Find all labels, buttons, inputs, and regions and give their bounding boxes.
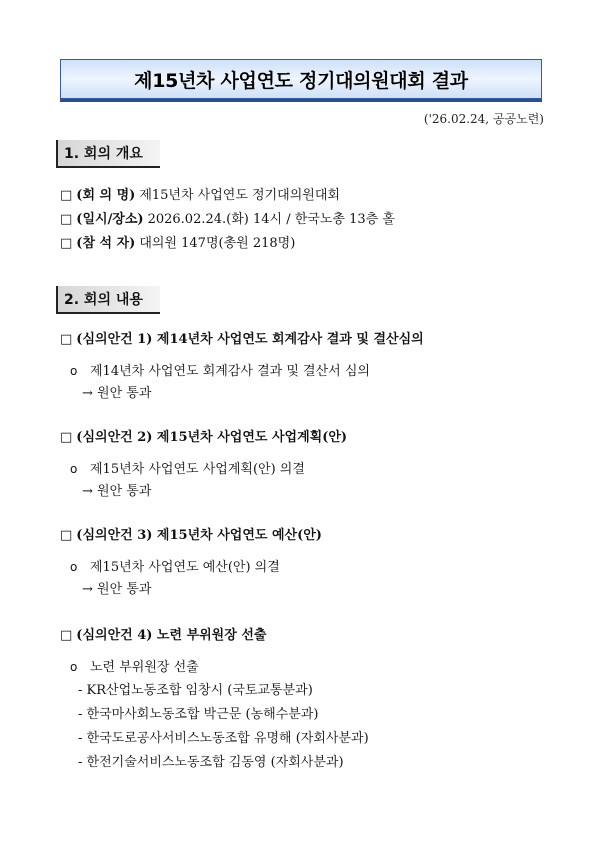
- overview-row-meeting-name: [60, 184, 395, 208]
- bullet-icon: o: [70, 560, 78, 574]
- overview-list: [60, 184, 395, 256]
- section-header-overview: [56, 140, 160, 168]
- agenda-detail: [70, 656, 369, 679]
- agenda-item-3: [60, 526, 322, 601]
- agenda-title: [60, 626, 369, 646]
- overview-value: 2026.02.24.(화) 14시 / 한국노총 13층 홀: [147, 212, 395, 227]
- overview-row-datetime-place: [60, 208, 395, 232]
- overview-value: 대의원 147명(총원 218명): [139, 236, 296, 251]
- agenda-item-2: [60, 428, 347, 503]
- overview-label: (일시/장소): [76, 212, 144, 227]
- agenda-detail-text: 노련 부위원장 선출: [90, 660, 199, 675]
- checkbox-icon: □: [60, 332, 73, 347]
- section-header-label: 2. 회의 내용: [64, 292, 143, 308]
- checkbox-icon: □: [60, 212, 73, 227]
- bullet-icon: o: [70, 462, 78, 476]
- overview-label: (회 의 명): [76, 188, 136, 203]
- agenda-detail-text: 제14년차 사업연도 회계감사 결과 및 결산서 심의: [90, 364, 370, 379]
- overview-label: (참 석 자): [76, 236, 136, 251]
- agenda-title-text: (심의안건 4) 노련 부위원장 선출: [76, 628, 267, 643]
- vice-chair-entry: - 한국도로공사서비스노동조합 유명해 (자회사분과): [78, 731, 369, 746]
- checkbox-icon: □: [60, 430, 73, 445]
- agenda-title-text: (심의안건 2) 제15년차 사업연도 사업계획(안): [76, 430, 348, 445]
- agenda-detail-text: 제15년차 사업연도 사업계획(안) 의결: [90, 462, 305, 477]
- agenda-result: → 원안 통과: [82, 484, 152, 499]
- document-title-box: [60, 59, 542, 99]
- document-title: 제15년차 사업연도 정기대의원대회 결과: [134, 69, 468, 92]
- agenda-item-1: [60, 330, 424, 405]
- checkbox-icon: □: [60, 236, 73, 251]
- vice-chair-entry: - 한전기술서비스노동조합 김동영 (자회사분과): [78, 755, 344, 770]
- agenda-title-text: (심의안건 3) 제15년차 사업연도 예산(안): [76, 528, 322, 543]
- section-header-content: [56, 286, 160, 314]
- agenda-detail: [70, 360, 424, 383]
- agenda-item-4: [60, 626, 369, 775]
- checkbox-icon: □: [60, 628, 73, 643]
- agenda-detail-text: 제15년차 사업연도 예산(안) 의결: [90, 560, 280, 575]
- agenda-title: [60, 526, 322, 546]
- vice-chair-entry: - KR산업노동조합 임창시 (국토교통분과): [78, 683, 313, 698]
- checkbox-icon: □: [60, 188, 73, 203]
- agenda-result: → 원안 통과: [82, 386, 152, 401]
- section-header-label: 1. 회의 개요: [64, 146, 143, 162]
- agenda-detail: [70, 556, 322, 579]
- checkbox-icon: □: [60, 528, 73, 543]
- agenda-result: → 원안 통과: [82, 582, 152, 597]
- overview-row-attendees: [60, 232, 395, 256]
- overview-value: 제15년차 사업연도 정기대의원대회: [139, 188, 340, 203]
- bullet-icon: o: [70, 364, 78, 378]
- agenda-detail: [70, 458, 347, 481]
- agenda-title: [60, 330, 424, 350]
- date-line: ('26.02.24, 공공노련): [423, 112, 544, 126]
- vice-chair-entry: - 한국마사회노동조합 박근문 (농해수분과): [78, 707, 319, 722]
- agenda-title: [60, 428, 347, 448]
- bullet-icon: o: [70, 660, 78, 674]
- agenda-title-text: (심의안건 1) 제14년차 사업연도 회계감사 결과 및 결산심의: [76, 332, 424, 347]
